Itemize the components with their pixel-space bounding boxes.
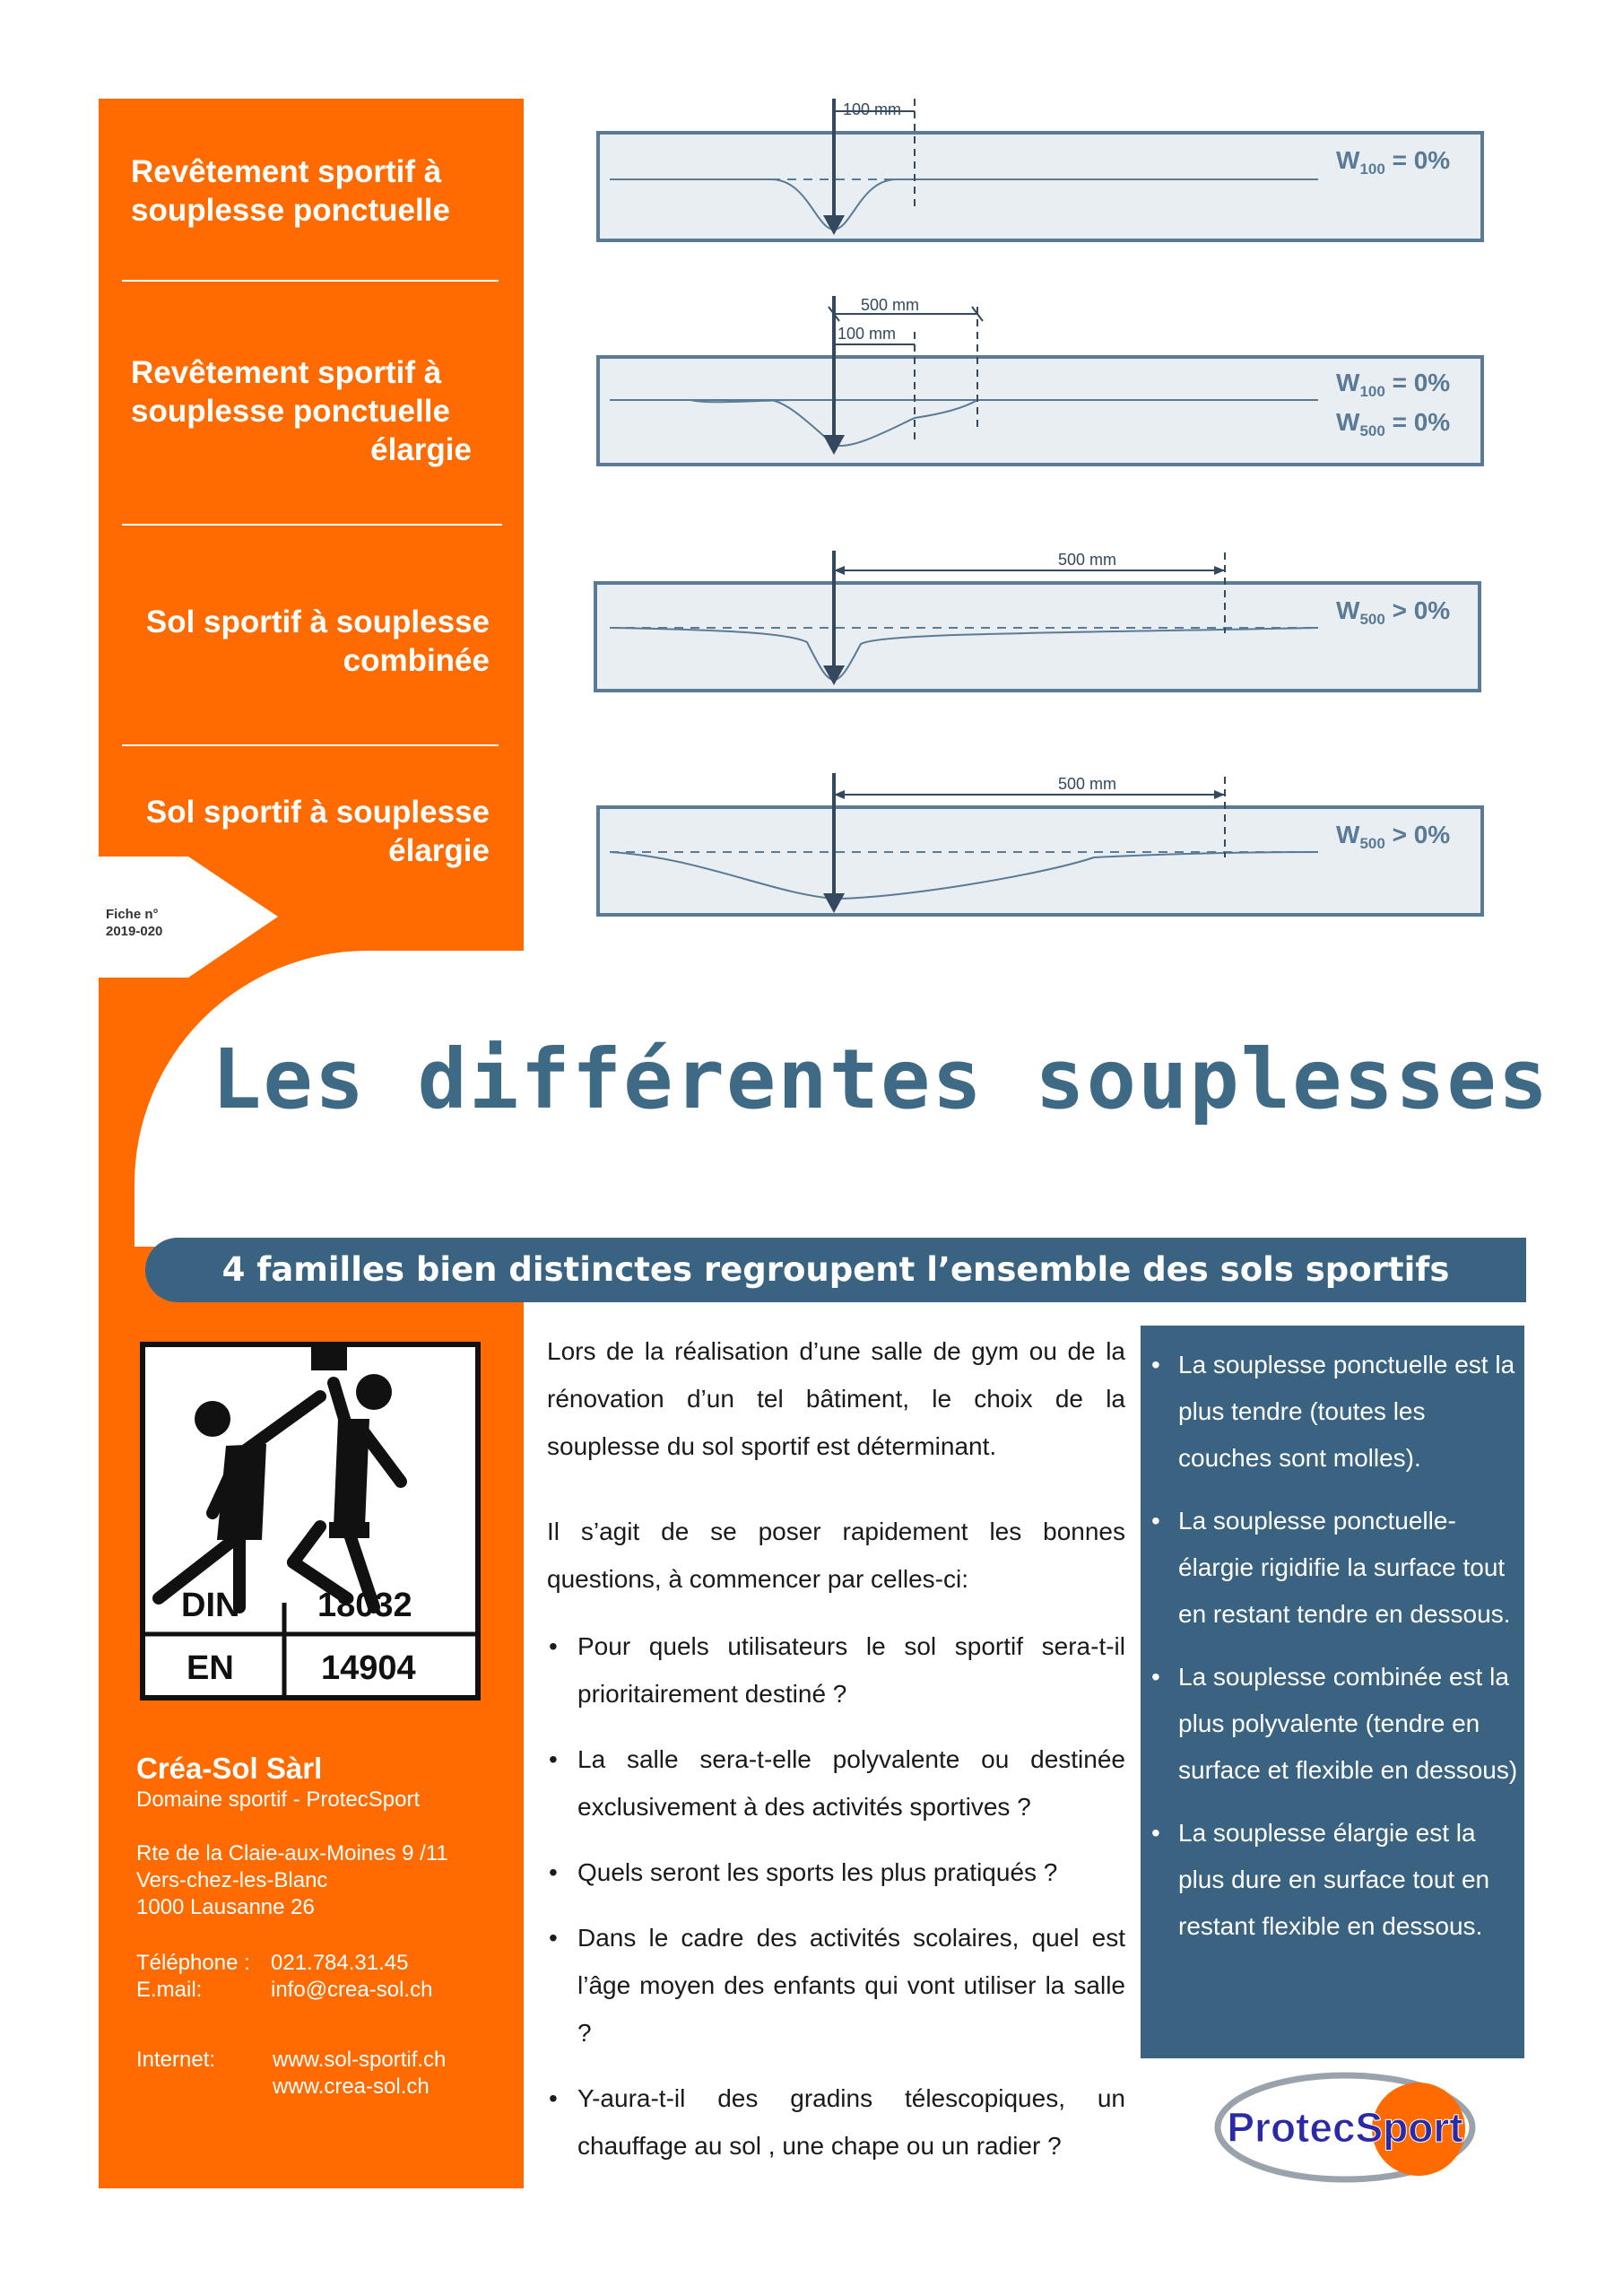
diagram-elargie [592,768,1488,920]
subtitle: 4 familles bien distinctes regroupent l’ensemble des sols sportifs [221,1250,1450,1289]
athletes-icon [145,1347,475,1695]
family-ponctuelle [131,152,472,230]
web-link[interactable]: www.crea-sol.ch [273,2074,430,2099]
phone-value: 021.784.31.45 [271,1951,409,1975]
dim-label: 100 mm [843,100,902,118]
list-item: • Pour quels utilisateurs le sol sportif sera-t-il prioritairement destiné ? [547,1622,1125,1718]
family-elargie [131,793,490,870]
divider [122,744,499,746]
fiche-label: Fiche n° [106,907,159,922]
din-number: 18032 [317,1587,412,1624]
protecsport-logo [1211,2063,1480,2188]
phone-label: Téléphone : [136,1951,250,1975]
divider [122,524,502,526]
diagram-ponctuelle-elargie [592,287,1488,475]
questions-list [547,1622,1125,2170]
list-item: • La souplesse combinée est la plus polyvalente (tendre en surface et flexible en dessous) [1141,1654,1519,1794]
dim-label: 500 mm [1058,775,1117,793]
family-line: élargie [388,833,490,868]
page-title: Les différentes souplesses [212,1031,1550,1127]
family-line: combinée [343,643,490,678]
family-line: souplesse ponctuelle [131,394,450,429]
family-line: souplesse ponctuelle [131,193,450,228]
internet-label: Internet: [136,2048,216,2072]
intro-paragraph: Il s’agit de se poser rapidement les bonnes questions, à commencer par celles-ci: [547,1518,1125,1593]
email-row [136,1977,513,2004]
company-name: Créa-Sol Sàrl [136,1752,323,1785]
summary-box [1141,1326,1524,2058]
formula: $W_{100} = 0\%$ [1336,369,1451,400]
family-line: Revêtement sportif à [131,355,442,390]
family-line: Sol sportif à souplesse [145,604,490,639]
dim-label: 500 mm [1058,551,1117,569]
divider [122,280,499,282]
logo-text: ProtecSport [1227,2104,1463,2151]
dim-label: 100 mm [838,325,897,343]
email-label: E.mail: [136,1978,203,2002]
family-line: Revêtement sportif à [131,154,442,189]
phone-row [136,1950,513,1977]
web-link[interactable]: www.sol-sportif.ch [273,2048,447,2072]
address-line: Vers-chez-les-Blanc [136,1868,328,1892]
diagram-ponctuelle [592,90,1488,251]
address-line: 1000 Lausanne 26 [136,1895,315,1919]
family-combinee [131,603,490,680]
summary-list [1141,1342,1524,1950]
intro-text [547,1327,1125,2170]
fiche-value: 2019-020 [106,924,163,939]
formula: $W_{500} > 0\%$ [1336,596,1451,628]
fiche-number [106,906,162,940]
din-label: DIN [181,1587,240,1624]
company-tagline: Domaine sportif - ProtecSport [136,1787,421,1812]
family-line: Sol sportif à souplesse [145,795,490,830]
dim-label: 500 mm [861,296,920,314]
company-info [136,1751,513,2100]
list-item: • La souplesse élargie est la plus dure en surface tout en restant flexible en dessous. [1141,1810,1519,1950]
diagram-combinee [592,544,1488,696]
formula: $W_{100} = 0\%$ [1336,146,1451,178]
internet-row [136,2047,513,2074]
intro-paragraph: Lors de la réalisation d’une salle de gym ou de la rénovation d’un tel bâtiment, le choix de la souplesse du sol sportif est déterminant. [547,1337,1125,1460]
list-item: • Quels seront les sports les plus pratiqués ? [547,1848,1125,1896]
formula: $W_{500} > 0\%$ [1336,821,1451,852]
list-item: • La salle sera-t-elle polyvalente ou destinée exclusivement à des activités sportives ? [547,1735,1125,1831]
family-ponctuelle-elargie [131,353,472,469]
list-item: • La souplesse ponctuelle est la plus tendre (toutes les couches sont molles). [1141,1342,1519,1482]
list-item: • Dans le cadre des activités scolaires, quel est l’âge moyen des enfants qui vont utiliser la salle ? [547,1914,1125,2057]
list-item: • La souplesse ponctuelle-élargie rigidifie la surface tout en restant tendre en dessous. [1141,1498,1519,1638]
email-link[interactable]: info@crea-sol.ch [271,1978,433,2002]
address-line: Rte de la Claie-aux-Moines 9 /11 [136,1841,448,1866]
en-label: EN [187,1649,234,1687]
en-number: 14904 [321,1649,416,1687]
formula: $W_{500} = 0\%$ [1336,408,1451,439]
family-line: élargie [370,432,472,467]
norm-logo [140,1342,481,1700]
list-item: • Y-aura-t-il des gradins télescopiques, un chauffage au sol , une chape ou un radier ? [547,2074,1125,2170]
